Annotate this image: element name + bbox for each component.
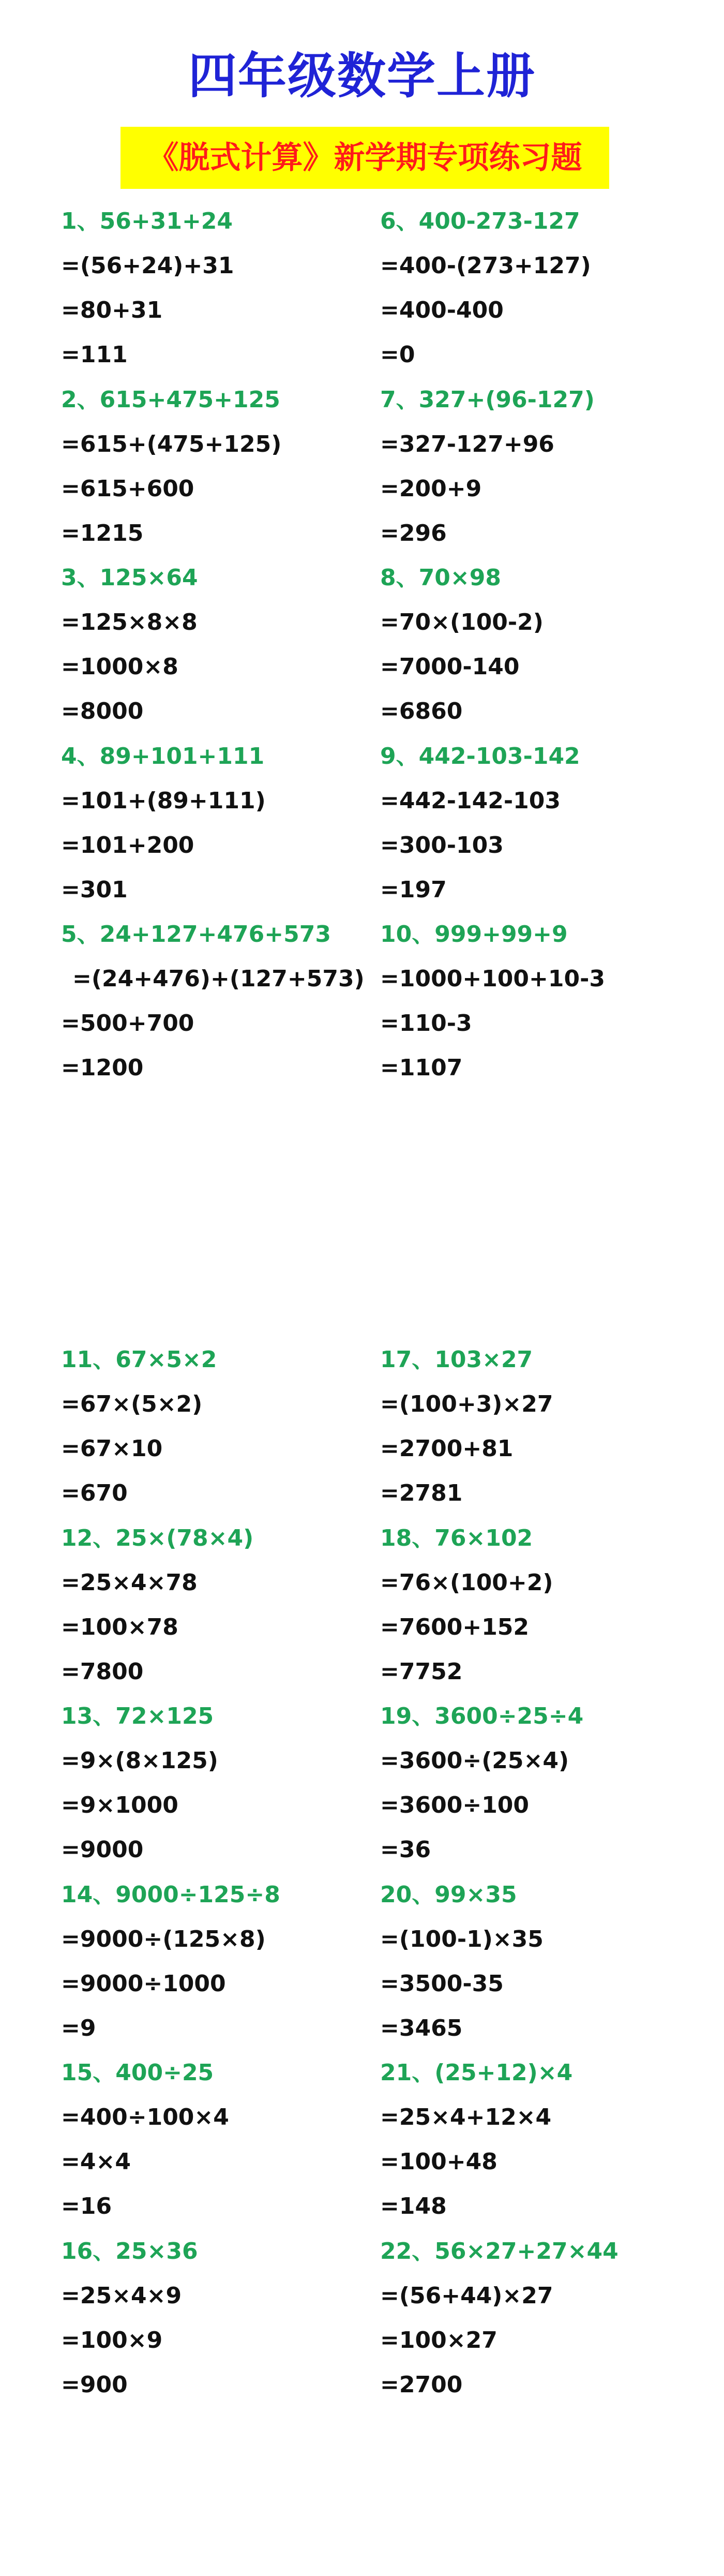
problem-answer: =296 <box>380 520 447 546</box>
worksheet-title: 四年级数学上册 <box>188 48 536 105</box>
problem-step: =7000-140 <box>380 654 520 680</box>
problem-step: =25×4×9 <box>61 2282 182 2309</box>
problem-step: =25×4×78 <box>61 1569 198 1596</box>
problem-heading: 4、89+101+111 <box>61 743 265 769</box>
problem-step: =25×4+12×4 <box>380 2104 552 2130</box>
section-2-right-column <box>380 1338 701 2407</box>
problem-step: =1000+100+10-3 <box>380 966 606 992</box>
problem-heading: 3、125×64 <box>61 565 198 591</box>
problem-step: =110-3 <box>380 1010 472 1037</box>
problem-heading: 22、56×27+27×44 <box>380 2238 619 2264</box>
problem-heading: 6、400-273-127 <box>380 208 580 234</box>
problem-heading: 12、25×(78×4) <box>61 1524 254 1551</box>
problem-heading: 20、99×35 <box>380 1881 517 1908</box>
problem-22 <box>380 2229 701 2408</box>
problem-answer: =1107 <box>380 1055 463 1081</box>
problem-10 <box>380 912 701 1091</box>
problem-step: =300-103 <box>380 832 504 858</box>
problem-21 <box>380 2051 701 2229</box>
problem-step: =(100-1)×35 <box>380 1926 544 1952</box>
problem-step: =400-400 <box>380 297 504 323</box>
problem-11 <box>61 1338 382 1516</box>
problem-heading: 10、999+99+9 <box>380 921 568 948</box>
problem-answer: =9 <box>61 2015 96 2041</box>
problem-heading: 1、56+31+24 <box>61 208 233 234</box>
problem-8 <box>380 556 701 734</box>
problem-heading: 21、(25+12)×4 <box>380 2060 573 2086</box>
problem-step: =100×27 <box>380 2327 497 2353</box>
problem-step: =100+48 <box>380 2149 497 2175</box>
problem-step: =100×78 <box>61 1613 178 1640</box>
problem-step: =327-127+96 <box>380 431 554 457</box>
problem-step: =615+(475+125) <box>61 431 282 457</box>
problem-1 <box>61 199 382 378</box>
problem-9 <box>380 734 701 913</box>
section-2-left-column <box>61 1338 382 2407</box>
problem-answer: =670 <box>61 1480 128 1506</box>
problem-3 <box>61 556 382 734</box>
problem-step: =9000÷(125×8) <box>61 1926 266 1952</box>
problem-step: =70×(100-2) <box>380 609 544 635</box>
problem-step: =67×10 <box>61 1435 163 1462</box>
problem-answer: =1215 <box>61 520 144 546</box>
problem-answer: =148 <box>380 2193 447 2219</box>
problem-step: =400÷100×4 <box>61 2104 229 2130</box>
problem-17 <box>380 1338 701 1516</box>
problem-answer: =36 <box>380 1837 431 1863</box>
problem-step: =(56+24)+31 <box>61 253 234 279</box>
problem-step: =(24+476)+(127+573) <box>72 966 365 992</box>
problem-heading: 16、25×36 <box>61 2238 198 2264</box>
problem-step: =3600÷100 <box>380 1792 530 1818</box>
problem-step: =9×1000 <box>61 1792 178 1818</box>
problem-step: =(100+3)×27 <box>380 1391 553 1417</box>
problem-heading: 8、70×98 <box>380 565 501 591</box>
problem-step: =(56+44)×27 <box>380 2282 553 2309</box>
problem-answer: =16 <box>61 2193 112 2219</box>
problem-step: =2700+81 <box>380 1435 514 1462</box>
problem-5 <box>61 912 382 1091</box>
problem-12 <box>61 1516 382 1695</box>
problem-step: =4×4 <box>61 2149 131 2175</box>
problem-heading: 2、615+475+125 <box>61 386 280 413</box>
problem-step: =3600÷(25×4) <box>380 1748 569 1774</box>
problem-7 <box>380 378 701 556</box>
problem-2 <box>61 378 382 556</box>
section-1-right-column <box>380 199 701 1091</box>
problem-answer: =2700 <box>380 2371 463 2398</box>
problem-13 <box>61 1694 382 1873</box>
problem-answer: =7800 <box>61 1658 144 1685</box>
problem-step: =76×(100+2) <box>380 1569 553 1596</box>
problem-18 <box>380 1516 701 1695</box>
problem-step: =9×(8×125) <box>61 1748 218 1774</box>
problem-step: =3500-35 <box>380 1970 504 1997</box>
section-1-left-column <box>61 199 382 1091</box>
problem-step: =100×9 <box>61 2327 163 2353</box>
problem-step: =125×8×8 <box>61 609 198 635</box>
problem-answer: =111 <box>61 342 128 368</box>
problem-step: =80+31 <box>61 297 163 323</box>
problem-heading: 5、24+127+476+573 <box>61 921 331 948</box>
problem-step: =9000÷1000 <box>61 1970 226 1997</box>
problem-answer: =3465 <box>380 2015 463 2041</box>
problem-answer: =197 <box>380 876 447 903</box>
problem-heading: 17、103×27 <box>380 1346 533 1373</box>
problem-answer: =900 <box>61 2371 128 2398</box>
problem-heading: 13、72×125 <box>61 1703 214 1729</box>
problem-15 <box>61 2051 382 2229</box>
problem-heading: 9、442-103-142 <box>380 743 580 769</box>
problem-16 <box>61 2229 382 2408</box>
problem-6 <box>380 199 701 378</box>
problem-answer: =9000 <box>61 1837 144 1863</box>
problem-step: =101+200 <box>61 832 194 858</box>
problem-heading: 11、67×5×2 <box>61 1346 217 1373</box>
problem-heading: 18、76×102 <box>380 1524 533 1551</box>
problem-4 <box>61 734 382 913</box>
worksheet-subtitle: 《脱式计算》新学期专项练习题 <box>147 140 582 176</box>
problem-heading: 7、327+(96-127) <box>380 386 595 413</box>
problem-step: =200+9 <box>380 475 482 502</box>
problem-20 <box>380 1873 701 2051</box>
problem-answer: =1200 <box>61 1055 144 1081</box>
problem-step: =400-(273+127) <box>380 253 591 279</box>
problem-answer: =7752 <box>380 1658 463 1685</box>
problem-heading: 15、400÷25 <box>61 2060 214 2086</box>
problem-19 <box>380 1694 701 1873</box>
problem-step: =67×(5×2) <box>61 1391 203 1417</box>
problem-14 <box>61 1873 382 2051</box>
problem-step: =500+700 <box>61 1010 194 1037</box>
problem-answer: =2781 <box>380 1480 463 1506</box>
problem-answer: =0 <box>380 342 415 368</box>
problem-answer: =6860 <box>380 698 463 724</box>
problem-step: =1000×8 <box>61 654 178 680</box>
problem-heading: 19、3600÷25÷4 <box>380 1703 584 1729</box>
problem-heading: 14、9000÷125÷8 <box>61 1881 280 1908</box>
problem-step: =442-142-103 <box>380 787 561 814</box>
problem-step: =7600+152 <box>380 1613 530 1640</box>
problem-answer: =8000 <box>61 698 144 724</box>
problem-step: =615+600 <box>61 475 194 502</box>
problem-step: =101+(89+111) <box>61 787 266 814</box>
problem-answer: =301 <box>61 876 128 903</box>
